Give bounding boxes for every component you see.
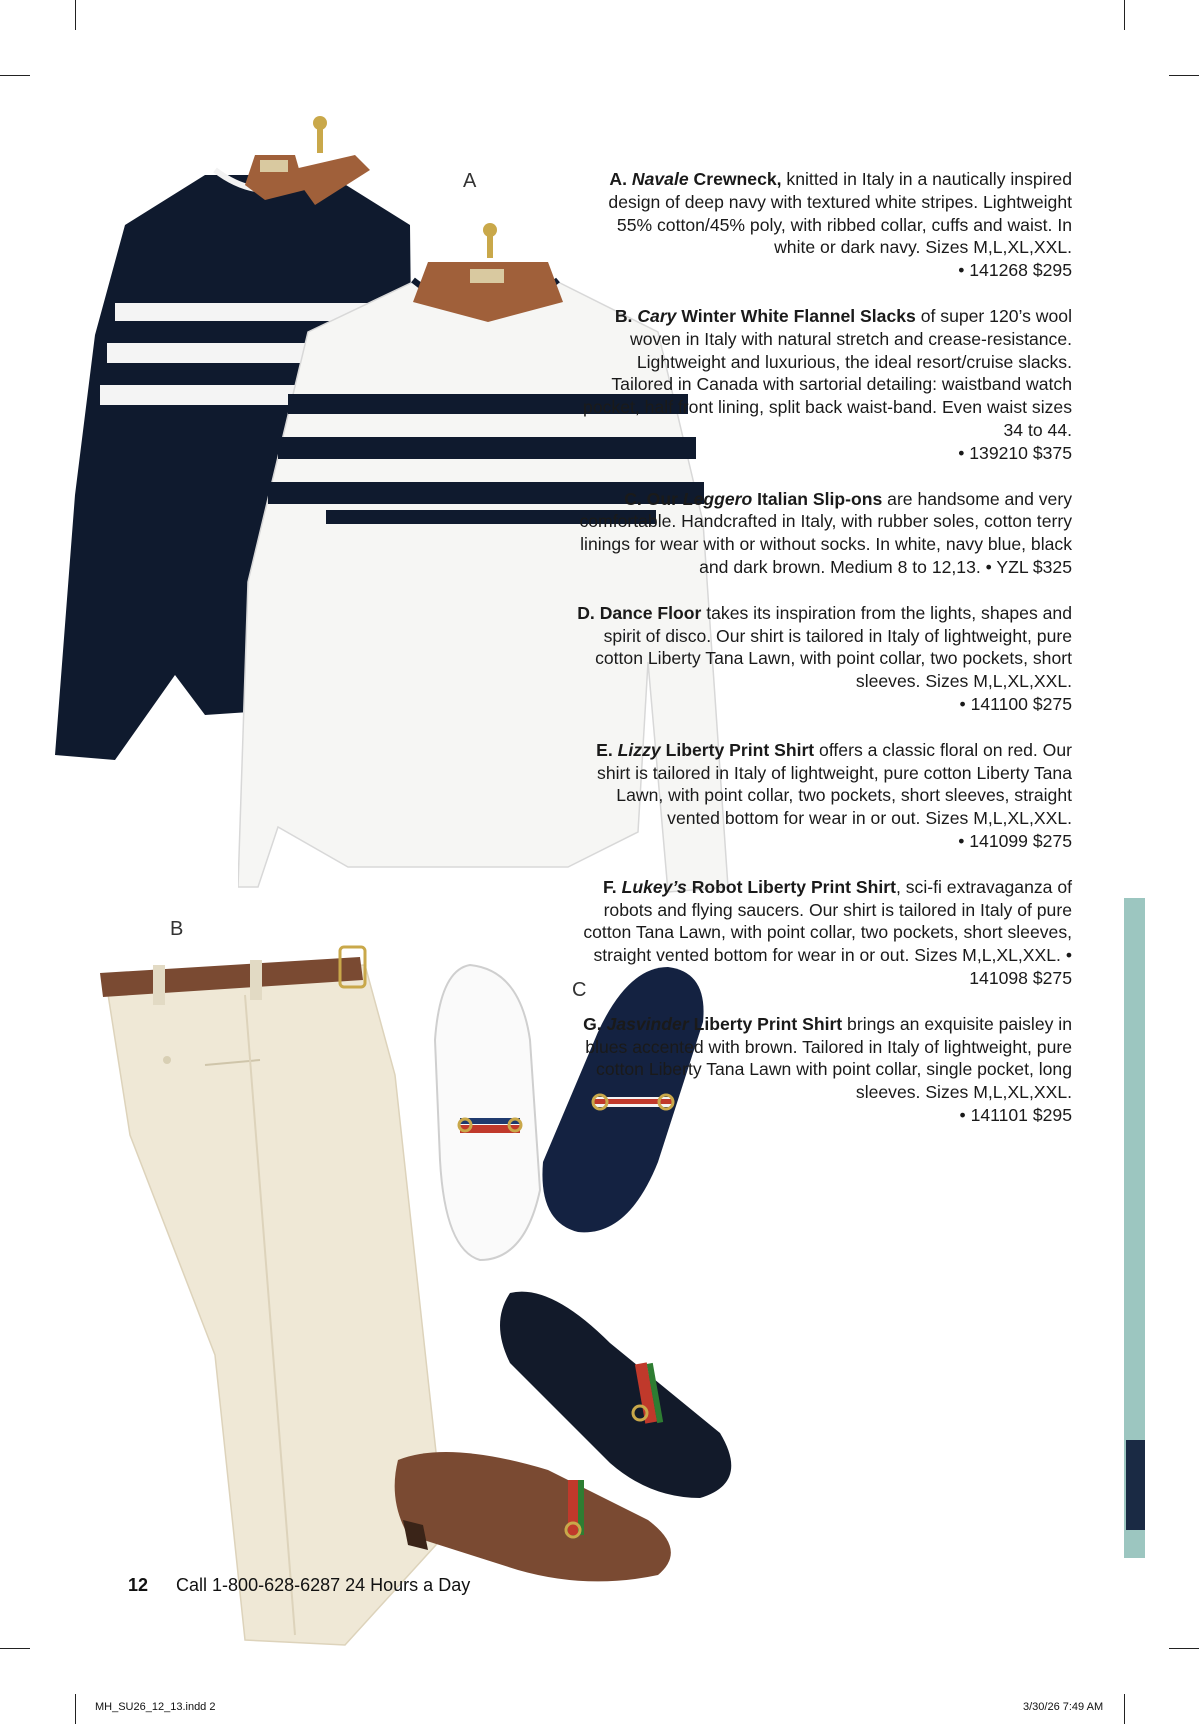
product-heading bbox=[596, 740, 814, 760]
crop-mark bbox=[75, 0, 76, 30]
crop-mark bbox=[0, 1648, 30, 1649]
product-heading bbox=[603, 877, 896, 897]
product-copy-item bbox=[572, 488, 1072, 579]
slug-file: MH_SU26_12_13.indd 2 bbox=[95, 1701, 216, 1713]
product-copy-item bbox=[572, 1013, 1072, 1127]
product-name-italic: Cary bbox=[637, 305, 677, 326]
product-order-number: • 141101 $295 bbox=[959, 1104, 1072, 1125]
product-name-italic: Leggero bbox=[682, 488, 753, 509]
product-body: offers a classic floral on red. Our shirt is tailored in Italy of lightweight, pure cotton Liberty Tana Lawn, with point collar, two pockets, short sleeves, straight vented bottom for wear in or out. Sizes M,L,XL,XXL. bbox=[597, 739, 1072, 829]
product-name: Robot Liberty Print Shirt bbox=[686, 876, 896, 897]
product-name-italic: Lizzy bbox=[617, 739, 661, 760]
product-body: takes its inspiration from the lights, shapes and spirit of disco. Our shirt is tailored in Italy of lightweight, pure cotton Liberty Tana Lawn, with point collar, two pockets, short sleeves. Sizes M,L,XL,XXL. bbox=[595, 602, 1072, 692]
product-order-number: • 139210 $375 bbox=[958, 442, 1072, 463]
product-name-italic: Navale bbox=[631, 169, 689, 189]
product-lead: G. bbox=[583, 1013, 607, 1034]
product-copy-item bbox=[572, 305, 1072, 465]
product-heading bbox=[577, 603, 701, 623]
crop-mark bbox=[0, 75, 30, 76]
product-lead: A. bbox=[609, 169, 632, 189]
crop-mark bbox=[1124, 0, 1125, 30]
side-tab-accent bbox=[1126, 1440, 1145, 1530]
product-name-italic: Lukey’s bbox=[621, 876, 687, 897]
product-heading bbox=[583, 1014, 842, 1034]
product-order-number: • 141099 $275 bbox=[958, 830, 1072, 851]
product-body: brings an exquisite paisley in blues accented with brown. Tailored in Italy of lightweight, pure cotton Liberty Tana Lawn with point collar, single pocket, long sleeves. Sizes M,L,XL,XXL. bbox=[585, 1013, 1072, 1103]
phone-line: Call 1-800-628-6287 24 Hours a Day bbox=[176, 1575, 471, 1595]
crop-mark bbox=[1124, 1694, 1125, 1724]
product-name: Liberty Print Shirt bbox=[660, 739, 815, 760]
page-footer bbox=[128, 1575, 470, 1596]
product-name: Italian Slip-ons bbox=[752, 488, 883, 509]
product-label-a: A bbox=[463, 170, 477, 192]
product-lead: F. bbox=[603, 876, 622, 897]
product-copy-item bbox=[572, 876, 1072, 990]
crop-mark bbox=[75, 1694, 76, 1724]
product-descriptions bbox=[572, 168, 1072, 1150]
product-name: Crewneck, bbox=[688, 169, 782, 189]
product-body: of super 120’s wool woven in Italy with natural stretch and crease-resistance. Lightweight and luxurious, the ideal resort/cruise slacks. Tailored in Canada with sartorial detailing: waistband watch pocket, half front lining, split back waist-band. Even waist sizes 34 to 44. bbox=[583, 305, 1072, 440]
crop-mark bbox=[1169, 1648, 1199, 1649]
product-name: Liberty Print Shirt bbox=[688, 1013, 843, 1034]
page-number: 12 bbox=[128, 1575, 149, 1595]
product-order-number: • 141100 $275 bbox=[959, 693, 1072, 714]
product-copy-item bbox=[572, 168, 1072, 282]
product-lead: B. bbox=[614, 305, 638, 326]
product-body: , sci-fi extravaganza of robots and flying saucers. Our shirt is tailored in Italy of pure cotton Tana Lawn, with point collar, two pockets, short sleeves, straight vented bottom for wear in or out. Sizes M,L,XL,XXL. • 141098 $275 bbox=[583, 876, 1072, 988]
product-label-b: B bbox=[170, 918, 184, 940]
white-slip-on-shoe bbox=[430, 960, 550, 1270]
product-body: are handsome and very comfortable. Handcrafted in Italy, with rubber soles, cotton terry linings for wear with or without socks. In white, navy blue, black and dark brown. Medium 8 to 12,13. • YZL $325 bbox=[579, 488, 1072, 577]
product-label-c: C bbox=[572, 979, 587, 1001]
product-body: knitted in Italy in a nautically inspired design of deep navy with textured white stripes. Lightweight 55% cotton/45% poly, with ribbed collar, cuffs and waist. In white or dark navy. Sizes M,L,XL,XXL. bbox=[608, 169, 1072, 258]
slug-date: 3/30/26 7:49 AM bbox=[1023, 1701, 1104, 1713]
product-lead: D. bbox=[577, 602, 600, 623]
product-order-number: • 141268 $295 bbox=[958, 260, 1072, 281]
product-name-italic: Jasvinder bbox=[606, 1013, 689, 1034]
product-name: Dance Floor bbox=[599, 602, 702, 623]
product-copy-item bbox=[572, 739, 1072, 853]
crop-mark bbox=[1169, 75, 1199, 76]
product-heading bbox=[624, 489, 882, 509]
product-lead: E. bbox=[596, 739, 618, 760]
product-lead: C. Our bbox=[624, 488, 683, 509]
product-copy-item bbox=[572, 602, 1072, 716]
brown-slip-on-shoe bbox=[388, 1440, 688, 1590]
product-heading bbox=[609, 169, 781, 189]
product-name: Winter White Flannel Slacks bbox=[676, 305, 916, 326]
product-heading bbox=[615, 306, 916, 326]
